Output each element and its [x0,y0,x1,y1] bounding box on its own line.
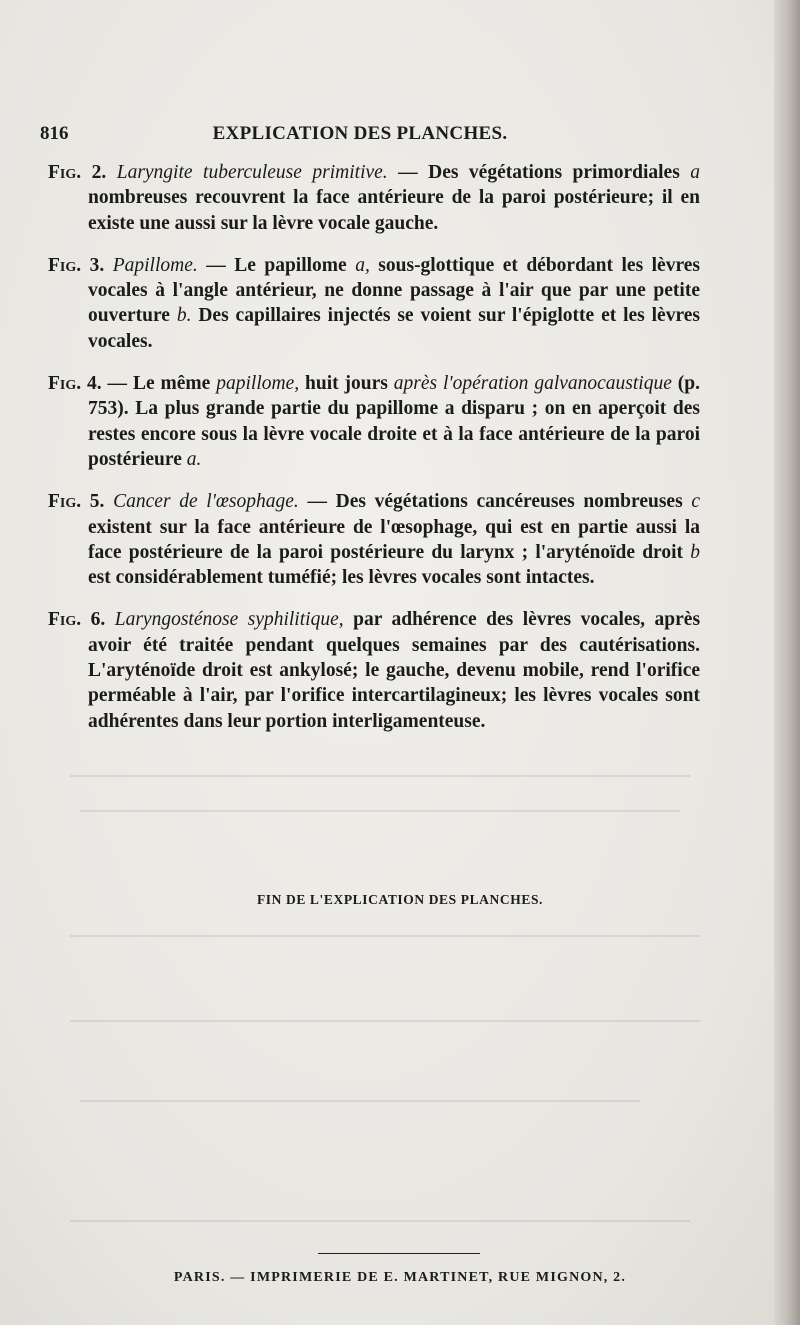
caption-text: existent sur la face antérieure de l'œsophage, qui est en partie aussi la face postérieure de la paroi postérieure du larynx ; l'aryténoïde droit [88,516,700,563]
caption-italic-text: b [690,541,700,563]
caption-italic-text: Papillome. [112,254,198,276]
caption-text [104,491,113,512]
caption-text: nombreuses recouvrent la face antérieure de la paroi postérieure; il en existe une aussi sur la lèvre vocale gauche. [88,187,700,234]
figure-caption [48,253,700,354]
figure-label: Fig. 6. [48,609,106,631]
caption-text: — Des végétations cancéreuses nombreuses [298,491,692,513]
caption-text [104,255,112,276]
page-gutter [774,0,800,1325]
figure-label: Fig. 2. [48,162,107,183]
figure-label: Fig. 3. [48,254,105,276]
caption-text: — Le papillome [197,254,356,276]
caption-text: est considérablement tuméfié; les lèvres vocales sont intactes. [88,567,595,589]
caption-italic-text: a, [355,254,370,276]
caption-italic-text: a. [186,448,202,470]
caption-italic-text: Cancer de l'œsophage. [113,491,299,513]
figure-label: Fig. 4. [48,373,102,395]
printer-imprint: PARIS. — IMPRIMERIE DE E. MARTINET, RUE MIGNON, 2. [173,1270,627,1285]
caption-text: Des capillaires injectés se voient sur l'épiglotte et les lèvres vocales. [88,305,701,352]
figure-caption [48,371,700,472]
closing-line: FIN DE L'EXPLICATION DES PLANCHES. [256,892,544,907]
caption-italic-text: Laryngite tuberculeuse primitive. [116,162,388,183]
caption-text [105,609,115,630]
figure-caption [48,489,700,590]
caption-text: — Le même [101,373,217,395]
caption-text: — Des végétations primordiales [387,162,691,183]
figure-explanations [48,160,700,751]
caption-italic-text: papillome, [216,373,300,395]
figure-caption [48,607,700,733]
caption-text: (p. 753). La plus grande partie du papillome a disparu ; on en aperçoit des restes encore sous la lèvre vocale droite et à la face antérieure de la paroi postérieure [88,373,701,470]
caption-italic-text: b. [176,305,192,327]
caption-text: par adhérence des lèvres vocales, après avoir été traitée pendant quelques semaines par des cautérisations. L'aryténoïde droit est ankylosé; le gauche, devenu mobile, rend l'orifice perméable à l'air, par l'orifice intercartilagineux; les lèvres vocales sont adhérentes dans leur portion interligamenteuse. [88,609,701,732]
caption-text: huit jours [299,373,394,395]
caption-italic-text: Laryngosténose syphilitique, [114,609,344,631]
caption-italic-text: c [691,491,700,513]
caption-text: sous-glottique et débordant les lèvres vocales à l'angle antérieur, ne donne passage à l'air que par une petite ouverture [88,254,701,327]
caption-text [106,162,116,183]
caption-italic-text: a [690,162,701,183]
running-title: EXPLICATION DES PLANCHES. [212,123,508,144]
footer-rule [318,1253,480,1254]
figure-caption [48,160,700,236]
figure-label: Fig. 5. [48,491,105,513]
page-number: 816 [40,123,69,144]
caption-italic-text: après l'opération galvanocaustique [393,373,672,395]
